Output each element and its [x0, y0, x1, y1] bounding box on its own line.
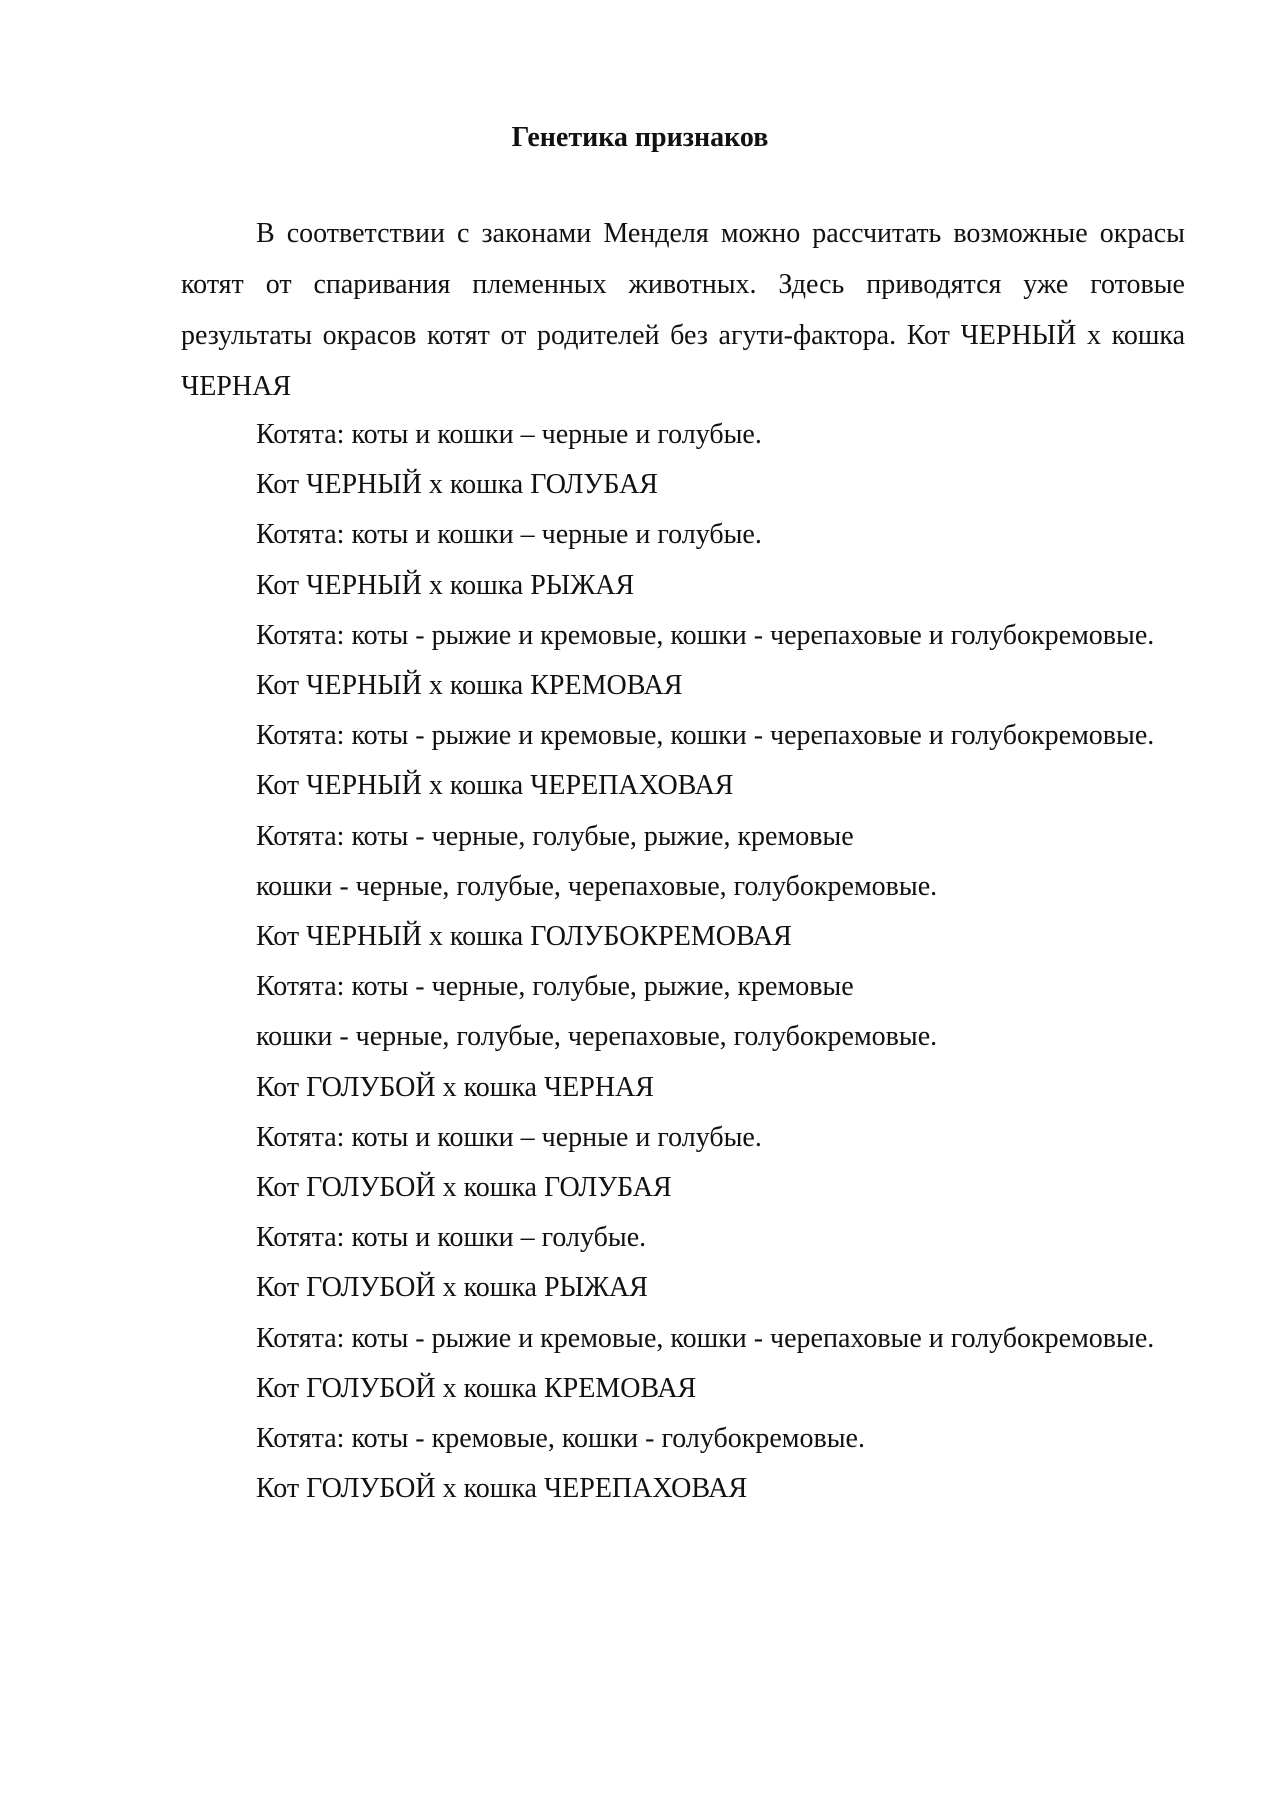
paragraph-line: Котята: коты - рыжие и кремовые, кошки - черепаховые и голубокремовые. — [256, 1322, 1155, 1354]
paragraph-line: Котята: коты и кошки – черные и голубые. — [256, 519, 762, 551]
paragraph-line: Кот ГОЛУБОЙ х кошка ЧЕРНАЯ — [256, 1071, 654, 1103]
document-title: Генетика признаков — [511, 122, 769, 153]
paragraph-line: Котята: коты и кошки – черные и голубые. — [256, 419, 762, 450]
paragraph-line: Кот ЧЕРНЫЙ х кошка ЧЕРЕПАХОВАЯ — [256, 770, 734, 802]
paragraph-line: Кот ЧЕРНЫЙ х кошка ГОЛУБОКРЕМОВАЯ — [256, 921, 792, 953]
paragraph-line: Кот ЧЕРНЫЙ х кошка ГОЛУБАЯ — [256, 469, 658, 501]
paragraph-line: Котята: коты и кошки – голубые. — [256, 1222, 647, 1254]
paragraph-line: Кот ГОЛУБОЙ х кошка РЫЖАЯ — [256, 1272, 648, 1304]
paragraph-line: Котята: коты и кошки – черные и голубые. — [256, 1121, 762, 1153]
intro-paragraph: В соответствии с законами Менделя можно рассчитать возможные окрасы котят от спаривания племенных животных. Здесь приводятся уже готовые результаты окрасов котят от родителей без агути-фактора. Кот ЧЕРНЫЙ х кошка ЧЕРНАЯ — [181, 218, 1185, 402]
paragraph-line: Котята: коты - черные, голубые, рыжие, кремовые — [256, 820, 854, 852]
paragraph-line: кошки - черные, голубые, черепаховые, голубокремовые. — [256, 870, 938, 902]
paragraph-line: Котята: коты - рыжие и кремовые, кошки - черепаховые и голубокремовые. — [256, 619, 1155, 651]
paragraph-line: Котята: коты - рыжие и кремовые, кошки - черепаховые и голубокремовые. — [256, 720, 1155, 752]
paragraph-line: Котята: коты - черные, голубые, рыжие, кремовые — [256, 971, 854, 1003]
paragraph-line: кошки - черные, голубые, черепаховые, голубокремовые. — [256, 1021, 938, 1053]
paragraph-line: Кот ЧЕРНЫЙ х кошка КРЕМОВАЯ — [256, 670, 683, 702]
paragraph-line: Кот ГОЛУБОЙ х кошка ЧЕРЕПАХОВАЯ — [256, 1473, 748, 1505]
paragraph-line: Котята: коты - кремовые, кошки - голубокремовые. — [256, 1423, 865, 1455]
paragraph-line: Кот ГОЛУБОЙ х кошка КРЕМОВАЯ — [256, 1372, 697, 1404]
paragraph-line: Кот ЧЕРНЫЙ х кошка РЫЖАЯ — [256, 569, 635, 601]
paragraph-line: Кот ГОЛУБОЙ х кошка ГОЛУБАЯ — [256, 1172, 672, 1204]
body-lines — [181, 410, 1185, 1514]
